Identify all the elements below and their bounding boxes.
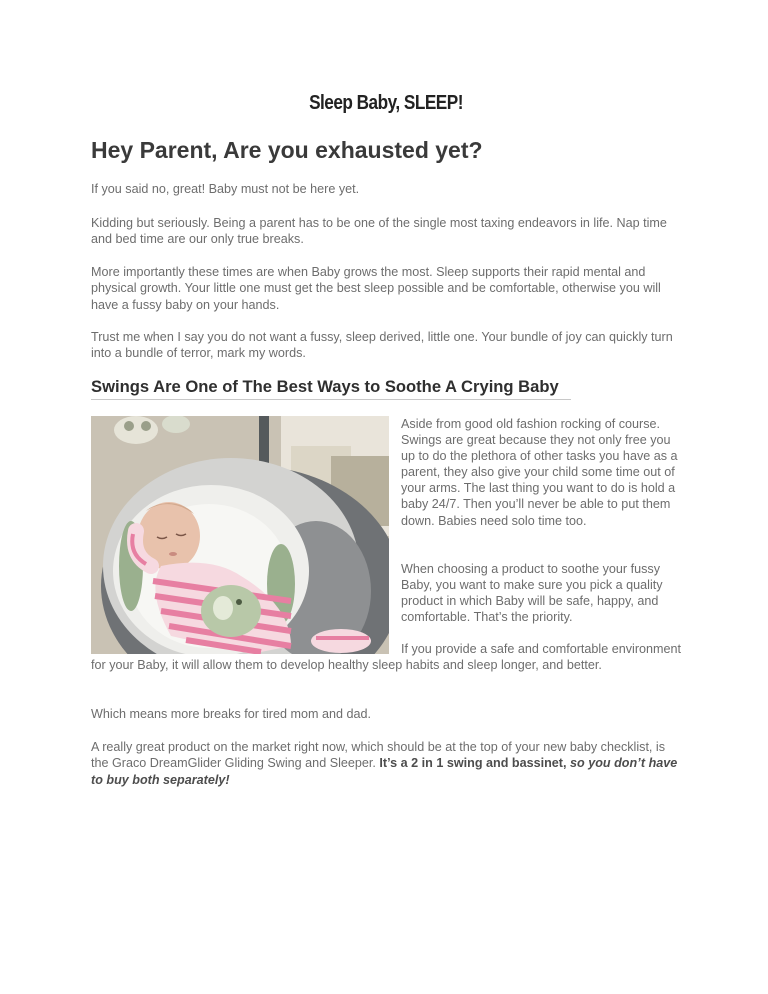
- intro-paragraph-4: Trust me when I say you do not want a fussy, sleep derived, little one. Your bundle of joy can quickly turn into a bundle of terror, mark my words.: [91, 330, 673, 361]
- intro-paragraph-1: If you said no, great! Baby must not be here yet.: [91, 182, 360, 196]
- section-heading-underline: [91, 399, 571, 400]
- product-paragraph-text: A really great product on the market right now, which should be at the top of your new baby checklist, is the Graco DreamGlider Gliding Swing and Sleeper.: [91, 740, 666, 771]
- product-paragraph: [91, 739, 683, 788]
- side-paragraph-1: Aside from good old fashion rocking of course. Swings are great because they not only free you up to do the plethora of other tasks you have as a parent, they also give your child some time out of your arms. The last thing you want to do is hold a baby 24/7. Then you’ll never be able to put them down. Babies need solo time too.: [401, 417, 678, 528]
- main-heading: Hey Parent, Are you exhausted yet?: [91, 137, 483, 163]
- wrap-paragraph: If you provide a safe and comfortable environment for your Baby, it will allow them to develop healthy sleep habits and sleep longer, and better.: [91, 642, 682, 673]
- section-heading: Swings Are One of The Best Ways to Soothe A Crying Baby: [91, 377, 559, 396]
- document-title: Sleep Baby, SLEEP!: [309, 92, 463, 114]
- breaks-paragraph: Which means more breaks for tired mom and dad.: [91, 707, 371, 721]
- intro-paragraph-2: Kidding but seriously. Being a parent has to be one of the single most taxing endeavors in life. Nap time and bed time are our only true breaks.: [91, 216, 667, 247]
- side-paragraph-2: When choosing a product to soothe your fussy Baby, you want to make sure you pick a quality product in which Baby will be safe, happy, and comfortable. That’s the priority.: [401, 562, 663, 625]
- intro-paragraph-3: More importantly these times are when Baby grows the most. Sleep supports their rapid mental and physical growth. Your little one must get the best sleep possible and be comfortable, otherwise you will have a fussy baby on your hands.: [91, 265, 661, 312]
- product-paragraph-bold-italic: so you don’t have to buy both separately!: [91, 756, 678, 787]
- product-paragraph-bold: It’s a 2 in 1 swing and bassinet,: [379, 756, 570, 771]
- baby-in-swing-photo: [91, 416, 389, 654]
